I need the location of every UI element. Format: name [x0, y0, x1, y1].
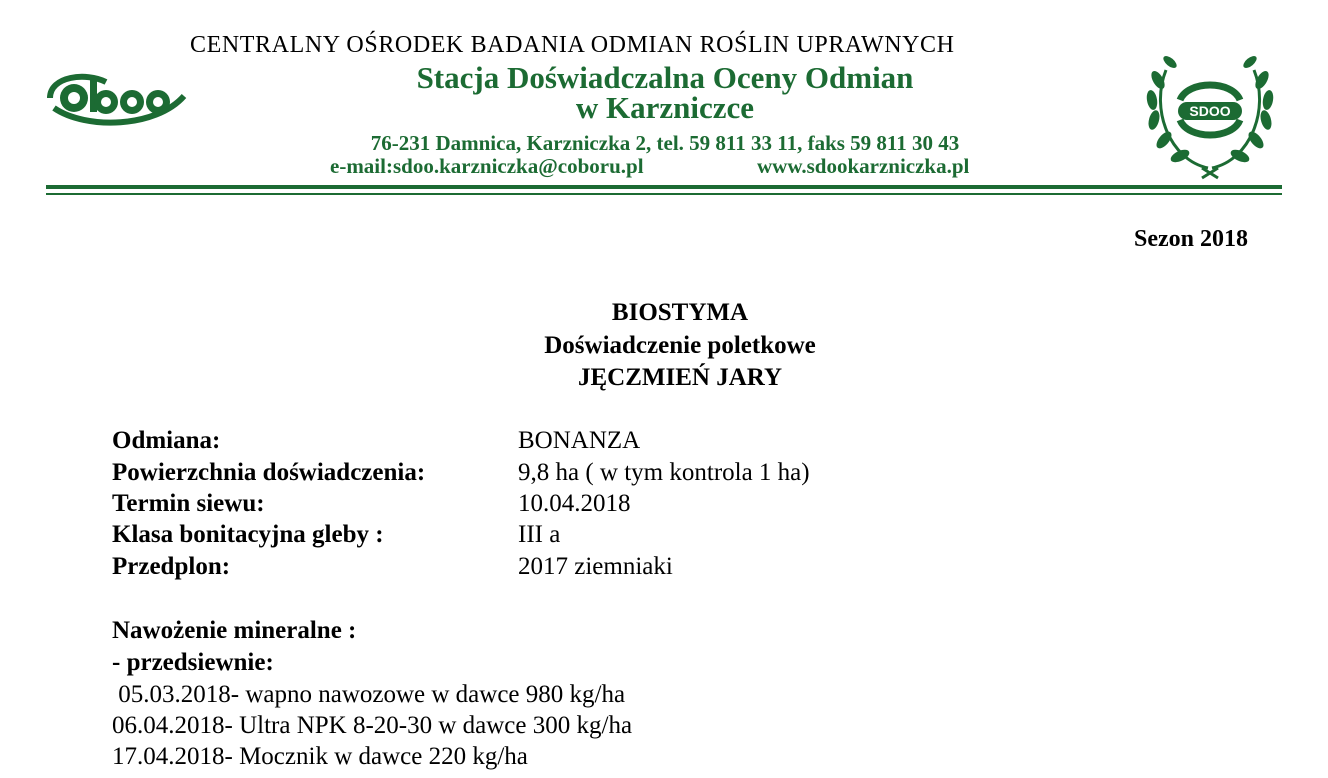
fertilization-entry: 05.03.2018- wapno nawozowe w dawce 980 kg/ha: [112, 681, 626, 708]
detail-label-sowing-date: Termin siewu:: [112, 490, 265, 517]
detail-label-soil-class: Klasa bonitacyjna gleby :: [112, 521, 384, 548]
detail-label-variety: Odmiana:: [112, 427, 221, 454]
sdoo-wreath-logo-icon: [1140, 40, 1280, 185]
header-divider-thin: [46, 193, 1282, 195]
station-email[interactable]: e-mail:sdoo.karzniczka@coboru.pl: [330, 154, 644, 178]
coboru-logo-icon: [46, 68, 188, 133]
season-label: Sezon 2018: [1134, 226, 1248, 252]
detail-value-previous-crop: 2017 ziemniaki: [518, 553, 673, 580]
detail-value-variety: BONANZA: [518, 427, 641, 454]
header-divider-thick: [46, 185, 1282, 189]
title-crop: JĘCZMIEŃ JARY: [578, 364, 782, 391]
station-name: Stacja Doświadczalna Oceny Odmian: [416, 60, 914, 95]
detail-label-area: Powierzchnia doświadczenia:: [112, 459, 426, 486]
station-website[interactable]: www.sdookarzniczka.pl: [757, 154, 970, 178]
station-place: w Karzniczce: [575, 90, 755, 125]
fertilization-entry: 17.04.2018- Mocznik w dawce 220 kg/ha: [112, 743, 528, 770]
detail-value-area: 9,8 ha ( w tym kontrola 1 ha): [518, 459, 810, 486]
detail-value-sowing-date: 10.04.2018: [518, 490, 631, 517]
detail-value-soil-class: III a: [518, 521, 561, 548]
fertilization-subheading: - przedsiewnie:: [112, 649, 274, 676]
title-product: BIOSTYMA: [611, 299, 749, 326]
svg-text:SDOO: SDOO: [1189, 103, 1231, 119]
fertilization-heading: Nawożenie mineralne :: [112, 617, 357, 644]
station-address: 76-231 Damnica, Karzniczka 2, tel. 59 811 33 11, faks 59 811 30 43: [370, 131, 960, 155]
detail-label-previous-crop: Przedplon:: [112, 553, 231, 580]
organization-name: CENTRALNY OŚRODEK BADANIA ODMIAN ROŚLIN UPRAWNYCH: [190, 32, 955, 58]
title-experiment: Doświadczenie poletkowe: [544, 332, 816, 359]
fertilization-entry: 06.04.2018- Ultra NPK 8-20-30 w dawce 300 kg/ha: [112, 712, 633, 739]
